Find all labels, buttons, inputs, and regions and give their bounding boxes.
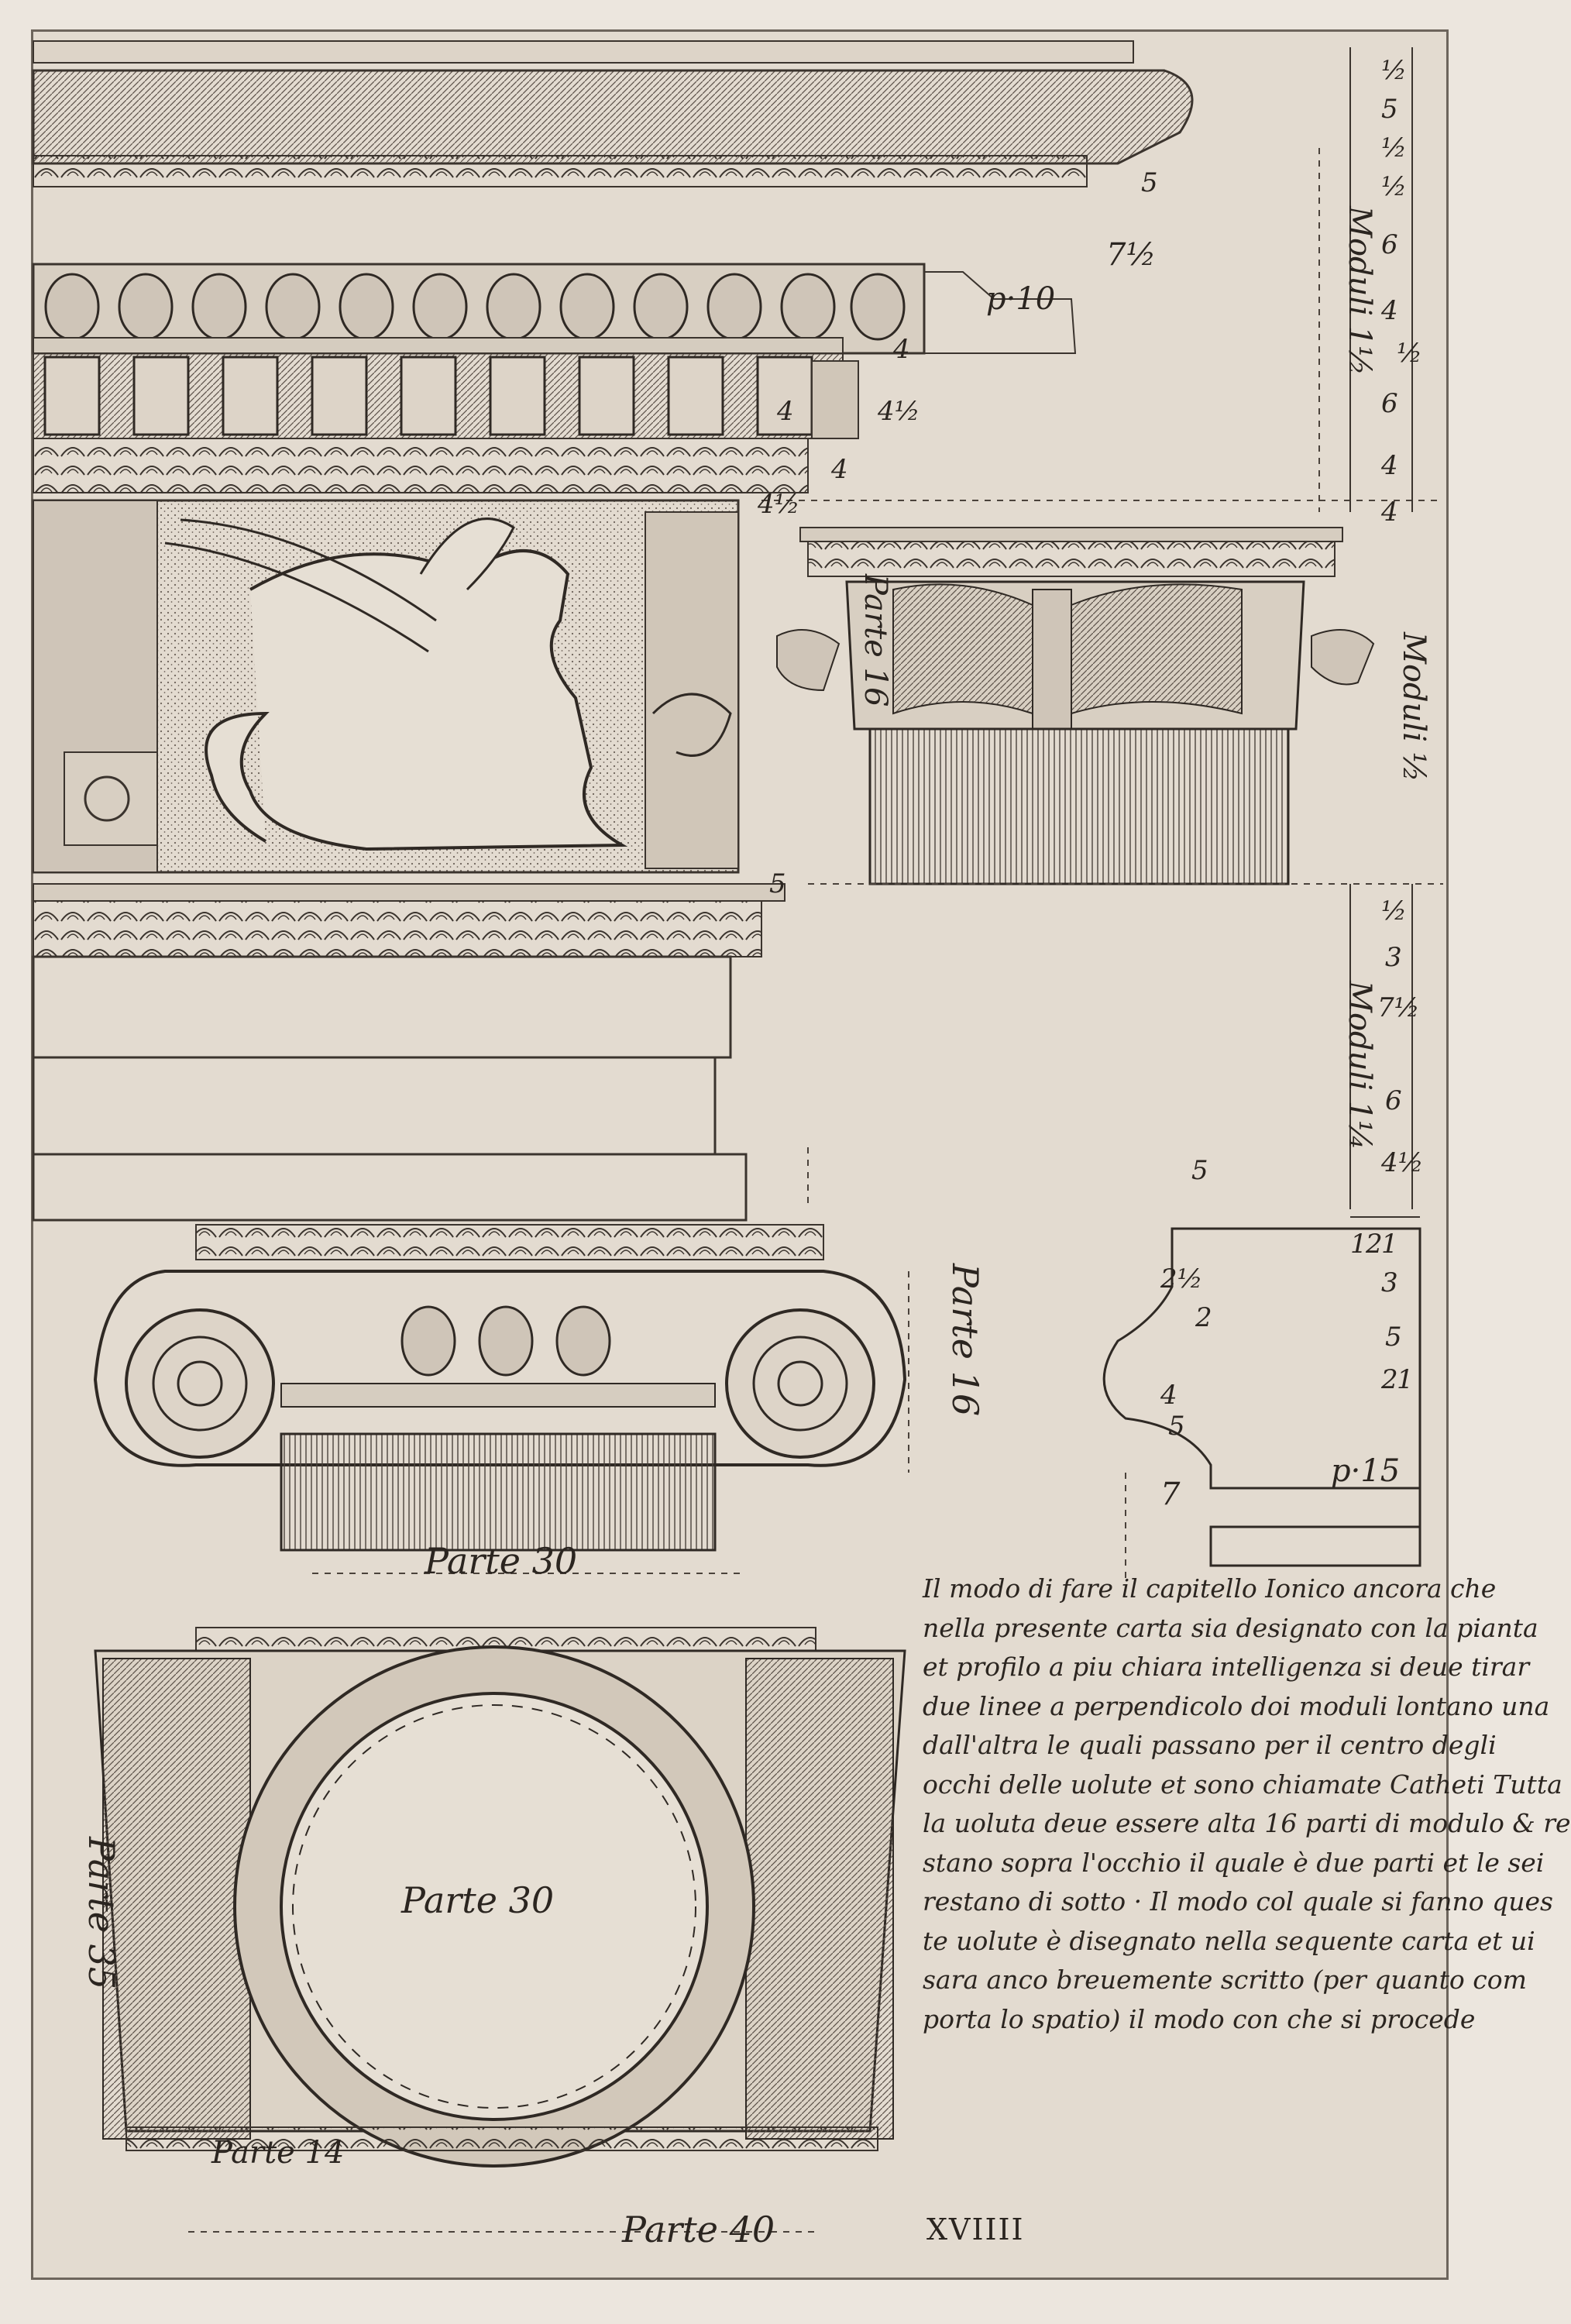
measure-cornice-6: ½ bbox=[1397, 338, 1422, 369]
measure-cornice-9: 4 bbox=[1381, 497, 1398, 528]
measure-profile-7: 4 bbox=[1160, 1380, 1177, 1411]
measure-base-0: ½ bbox=[1381, 896, 1407, 927]
measure-cornice-2: ½ bbox=[1381, 132, 1407, 163]
base-profile bbox=[1104, 1229, 1420, 1566]
architrave bbox=[33, 884, 785, 1220]
text-line: dall'altra le quali passano per il centro degli bbox=[923, 1730, 1497, 1760]
measure-profile-0: 5 bbox=[1191, 1155, 1208, 1186]
measure-profile-1: 1 bbox=[1350, 1229, 1367, 1260]
parte35-label: Parte 35 bbox=[81, 1837, 122, 1990]
moduli-label-top: Moduli 1½ bbox=[1342, 206, 1377, 376]
measure-profile-6: 2 bbox=[1195, 1302, 1212, 1333]
measure-profile-9: 2 bbox=[1381, 1364, 1398, 1395]
measure-cornice-3: ½ bbox=[1381, 171, 1407, 202]
p15-label: p·15 bbox=[1331, 1453, 1401, 1489]
measure-profile-3: 1 bbox=[1381, 1229, 1398, 1260]
measure-cornice-7: 6 bbox=[1381, 388, 1398, 419]
measure-profile-10: 1 bbox=[1397, 1364, 1414, 1395]
measure-profile-5: 2½ bbox=[1160, 1263, 1203, 1294]
measure-side-5: 7½ bbox=[1106, 237, 1157, 273]
moduli-label-mid: Moduli ½ bbox=[1396, 632, 1432, 782]
dentils bbox=[33, 338, 858, 493]
text-line: te uolute è disegnato nella sequente carta et ui bbox=[923, 1925, 1535, 1956]
measure-side-1: 4½ bbox=[878, 396, 920, 427]
text-line: et profilo a piu chiara intelligenza si deue tirar bbox=[923, 1652, 1530, 1682]
text-line: restano di sotto · Il modo col quale si fanno ques bbox=[923, 1886, 1553, 1917]
parte40-label: Parte 40 bbox=[622, 2209, 775, 2250]
measure-side-6: 5 bbox=[1141, 167, 1158, 198]
measure-profile-4: 3 bbox=[1381, 1267, 1398, 1298]
measure-base-2: 7½ bbox=[1377, 992, 1420, 1023]
parte30-front-label: Parte 30 bbox=[425, 1540, 578, 1582]
measure-cornice-8: 4 bbox=[1381, 450, 1398, 481]
measure-side-4: 4 bbox=[831, 454, 848, 485]
text-line: occhi delle uolute et sono chiamate Catheti Tutta bbox=[923, 1769, 1562, 1800]
measure-side-2: 4 bbox=[777, 396, 794, 427]
measure-profile-2: 2 bbox=[1366, 1229, 1383, 1260]
engraving-plate bbox=[31, 29, 1571, 2280]
measure-base-1: 3 bbox=[1385, 942, 1402, 973]
p10-label: p·10 bbox=[986, 281, 1056, 317]
parte14-label: Parte 14 bbox=[211, 2135, 345, 2171]
text-line: la uoluta deue essere alta 16 parti di modulo & re bbox=[923, 1808, 1571, 1838]
measure-base-3: 6 bbox=[1385, 1085, 1402, 1116]
measure-side-7: 5 bbox=[769, 868, 786, 899]
measure-side-3: 4½ bbox=[758, 489, 800, 520]
measure-base-4: 4½ bbox=[1381, 1147, 1424, 1178]
measure-side-0: 4 bbox=[893, 334, 910, 365]
description-text bbox=[923, 1569, 1571, 2039]
measure-profile-11: 5 bbox=[1385, 1322, 1402, 1353]
text-line: due linee a perpendicolo doi moduli lontano una bbox=[923, 1690, 1550, 1721]
text-line: Il modo di fare il capitello Ionico ancora che bbox=[923, 1573, 1497, 1604]
parte16-front-label: Parte 16 bbox=[944, 1263, 986, 1417]
measure-profile-8: 5 bbox=[1168, 1411, 1185, 1442]
front-capital bbox=[95, 1225, 905, 1550]
moduli-label-low: Moduli 1¼ bbox=[1342, 981, 1377, 1150]
griffin-frieze bbox=[33, 500, 738, 872]
parte16-side-label: Parte 16 bbox=[858, 574, 893, 707]
measure-cornice-4: 6 bbox=[1381, 229, 1398, 260]
text-line: porta lo spatio) il modo con che si procede bbox=[923, 2003, 1476, 2034]
measure-cornice-1: 5 bbox=[1381, 94, 1398, 125]
parte30-plan-label: Parte 30 bbox=[401, 1879, 555, 1921]
text-line: sara anco breuemente scritto (per quanto com bbox=[923, 1965, 1527, 1995]
measure-cornice-0: ½ bbox=[1381, 55, 1407, 86]
text-line: nella presente carta sia designato con la pianta bbox=[923, 1612, 1538, 1643]
measure-profile-12: 7 bbox=[1160, 1477, 1181, 1512]
cornice bbox=[33, 41, 1192, 187]
text-line: stano sopra l'occhio il quale è due parti et le sei bbox=[923, 1847, 1545, 1878]
measure-cornice-5: 4 bbox=[1381, 295, 1398, 326]
plate-number: XVIIII bbox=[926, 2212, 1025, 2247]
